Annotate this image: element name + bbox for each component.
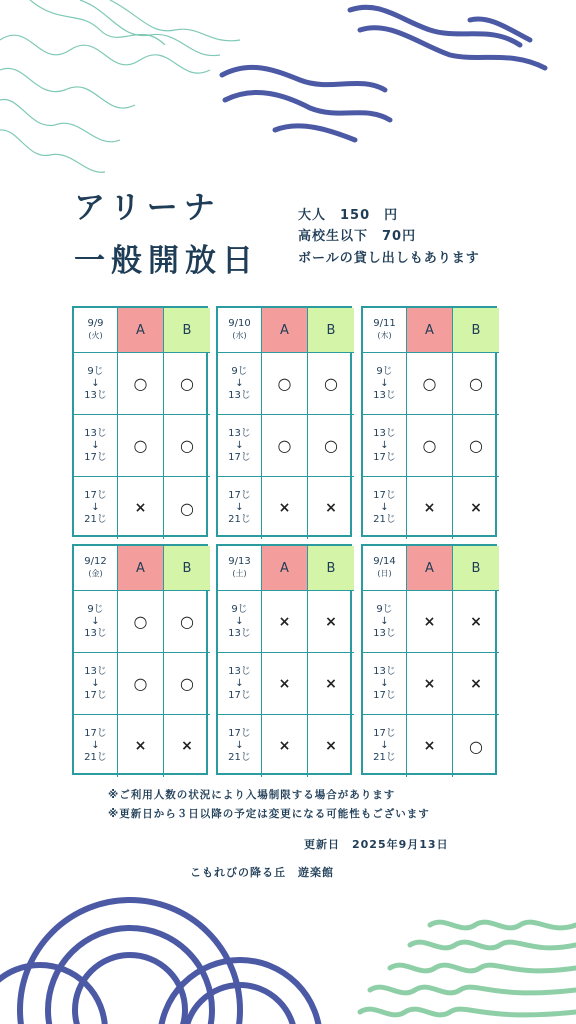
time-arrow: ↓ xyxy=(235,502,244,513)
court-b-header: B xyxy=(453,546,499,591)
time-arrow: ↓ xyxy=(380,439,389,451)
time-slot-cell xyxy=(74,415,118,477)
court-b-status xyxy=(164,591,210,653)
updated-date: 更新日 2025年9月13日 xyxy=(304,838,449,851)
court-a-header: A xyxy=(407,308,453,353)
court-b-status xyxy=(308,653,354,715)
available-mark: ○ xyxy=(180,374,194,393)
date-label: 9/13 xyxy=(228,556,251,567)
court-b-status xyxy=(308,477,354,539)
time-start: 13じ xyxy=(373,665,396,677)
time-start: 9じ xyxy=(376,365,393,377)
court-b-status xyxy=(453,715,499,777)
weekday-label: (水) xyxy=(232,331,247,340)
time-arrow: ↓ xyxy=(380,740,389,751)
court-a-status xyxy=(407,715,453,777)
court-b-status xyxy=(308,353,354,415)
available-mark: ○ xyxy=(469,374,483,393)
available-mark: ○ xyxy=(180,436,194,455)
unavailable-mark: × xyxy=(278,675,291,692)
unavailable-mark: × xyxy=(278,613,291,630)
court-a-status xyxy=(262,353,308,415)
court-b-header: B xyxy=(453,308,499,353)
unavailable-mark: × xyxy=(325,738,337,754)
time-slot-cell xyxy=(74,477,118,539)
time-slot-cell xyxy=(218,353,262,415)
court-a-header: A xyxy=(118,546,164,591)
time-arrow: ↓ xyxy=(380,502,389,513)
unavailable-mark: × xyxy=(470,675,482,692)
time-arrow: ↓ xyxy=(380,615,389,627)
available-mark: ○ xyxy=(133,374,148,393)
court-a-status xyxy=(262,653,308,715)
time-slot-cell xyxy=(218,715,262,777)
unavailable-mark: × xyxy=(423,675,436,692)
available-mark: ○ xyxy=(422,374,437,393)
date-cell xyxy=(363,546,407,591)
time-end: 21じ xyxy=(84,514,107,525)
time-slot-cell xyxy=(218,477,262,539)
time-start: 9じ xyxy=(376,603,393,615)
court-b-header: B xyxy=(164,308,210,353)
available-mark: ○ xyxy=(277,436,292,455)
unavailable-mark: × xyxy=(325,500,337,516)
time-end: 13じ xyxy=(373,389,396,401)
time-start: 9じ xyxy=(87,365,104,377)
court-a-status xyxy=(118,591,164,653)
time-slot-cell xyxy=(218,591,262,653)
court-b-status xyxy=(453,591,499,653)
price-adult: 大人 150 円 xyxy=(298,208,399,223)
date-cell xyxy=(74,308,118,353)
time-start: 9じ xyxy=(231,603,248,615)
court-a-status xyxy=(407,477,453,539)
time-slot-cell xyxy=(218,415,262,477)
date-cell xyxy=(74,546,118,591)
weekday-label: (土) xyxy=(232,569,247,578)
day-table xyxy=(361,306,497,537)
day-table xyxy=(72,544,208,775)
time-arrow: ↓ xyxy=(235,615,244,627)
time-slot-cell xyxy=(74,653,118,715)
court-a-status xyxy=(118,353,164,415)
available-mark: ○ xyxy=(180,498,194,518)
weekday-label: (火) xyxy=(88,331,103,340)
time-start: 17じ xyxy=(84,490,107,501)
time-end: 21じ xyxy=(228,514,251,525)
time-end: 17じ xyxy=(373,689,396,701)
note-schedule-change: ※更新日から３日以降の予定は変更になる可能性もございます xyxy=(108,808,430,820)
date-cell xyxy=(363,308,407,353)
court-a-status xyxy=(118,653,164,715)
weekday-label: (金) xyxy=(88,569,103,578)
venue-name: こもれびの降る丘 遊楽館 xyxy=(190,866,334,879)
date-cell xyxy=(218,546,262,591)
page-title-line1: アリーナ xyxy=(74,190,221,226)
time-arrow: ↓ xyxy=(91,502,100,513)
court-b-status xyxy=(453,653,499,715)
time-slot-cell xyxy=(363,653,407,715)
time-arrow: ↓ xyxy=(91,740,100,751)
court-a-header: A xyxy=(262,308,308,353)
unavailable-mark: × xyxy=(278,500,291,516)
available-mark: ○ xyxy=(133,612,148,631)
time-start: 17じ xyxy=(228,728,251,739)
court-a-status xyxy=(262,477,308,539)
ball-rental-note: ボールの貸し出しもあります xyxy=(298,251,480,266)
time-end: 17じ xyxy=(373,451,396,463)
court-b-status xyxy=(453,477,499,539)
time-end: 13じ xyxy=(228,627,251,639)
court-b-status xyxy=(308,715,354,777)
unavailable-mark: × xyxy=(423,738,436,754)
court-b-status xyxy=(164,353,210,415)
available-mark: ○ xyxy=(180,612,194,631)
date-label: 9/9 xyxy=(87,318,104,329)
time-arrow: ↓ xyxy=(235,740,244,751)
date-label: 9/11 xyxy=(373,318,396,329)
time-end: 21じ xyxy=(228,752,251,763)
time-end: 17じ xyxy=(84,451,107,463)
court-a-status xyxy=(118,415,164,477)
time-slot-cell xyxy=(363,415,407,477)
time-start: 17じ xyxy=(373,728,396,739)
time-end: 21じ xyxy=(373,514,396,525)
court-a-status xyxy=(118,477,164,539)
day-table xyxy=(361,544,497,775)
time-slot-cell xyxy=(363,715,407,777)
unavailable-mark: × xyxy=(181,738,193,754)
day-table xyxy=(216,544,352,775)
unavailable-mark: × xyxy=(134,500,147,516)
court-b-status xyxy=(453,415,499,477)
court-b-status xyxy=(308,415,354,477)
time-start: 13じ xyxy=(228,427,251,439)
time-end: 13じ xyxy=(228,389,251,401)
time-slot-cell xyxy=(74,353,118,415)
court-a-status xyxy=(262,415,308,477)
time-start: 17じ xyxy=(228,490,251,501)
time-end: 13じ xyxy=(373,627,396,639)
time-end: 17じ xyxy=(84,689,107,701)
time-end: 17じ xyxy=(228,451,251,463)
time-start: 17じ xyxy=(373,490,396,501)
court-a-status xyxy=(407,415,453,477)
time-end: 13じ xyxy=(84,389,107,401)
time-arrow: ↓ xyxy=(235,677,244,689)
page-title-line2: 一般開放日 xyxy=(74,243,259,279)
court-a-header: A xyxy=(118,308,164,353)
note-entry-limit: ※ご利用人数の状況により入場制限する場合があります xyxy=(108,789,396,801)
time-start: 13じ xyxy=(84,665,107,677)
time-end: 17じ xyxy=(228,689,251,701)
date-cell xyxy=(218,308,262,353)
day-table xyxy=(72,306,208,537)
available-mark: ○ xyxy=(324,436,338,455)
time-slot-cell xyxy=(363,477,407,539)
date-label: 9/10 xyxy=(228,318,251,329)
available-mark: ○ xyxy=(133,436,148,455)
available-mark: ○ xyxy=(133,674,148,693)
time-arrow: ↓ xyxy=(380,677,389,689)
court-a-header: A xyxy=(407,546,453,591)
court-b-status xyxy=(164,477,210,539)
unavailable-mark: × xyxy=(325,613,337,630)
time-arrow: ↓ xyxy=(91,615,100,627)
date-label: 9/12 xyxy=(84,556,107,567)
time-start: 17じ xyxy=(84,728,107,739)
available-mark: ○ xyxy=(469,436,483,455)
court-a-status xyxy=(407,353,453,415)
unavailable-mark: × xyxy=(278,738,291,754)
unavailable-mark: × xyxy=(423,500,436,516)
court-a-status xyxy=(262,591,308,653)
time-slot-cell xyxy=(218,653,262,715)
court-b-header: B xyxy=(308,546,354,591)
price-student: 高校生以下 70円 xyxy=(298,229,417,244)
time-arrow: ↓ xyxy=(235,439,244,451)
time-start: 9じ xyxy=(87,603,104,615)
court-a-status xyxy=(262,715,308,777)
time-arrow: ↓ xyxy=(380,377,389,389)
day-table xyxy=(216,306,352,537)
available-mark: ○ xyxy=(469,736,483,756)
court-a-status xyxy=(407,653,453,715)
time-end: 21じ xyxy=(373,752,396,763)
time-start: 9じ xyxy=(231,365,248,377)
court-a-status xyxy=(407,591,453,653)
unavailable-mark: × xyxy=(423,613,436,630)
court-a-status xyxy=(118,715,164,777)
unavailable-mark: × xyxy=(325,675,337,692)
time-end: 21じ xyxy=(84,752,107,763)
time-slot-cell xyxy=(74,715,118,777)
time-slot-cell xyxy=(363,353,407,415)
time-arrow: ↓ xyxy=(91,677,100,689)
time-arrow: ↓ xyxy=(91,377,100,389)
weekday-label: (木) xyxy=(377,331,392,340)
court-b-status xyxy=(308,591,354,653)
court-b-header: B xyxy=(308,308,354,353)
court-b-status xyxy=(164,415,210,477)
court-b-status xyxy=(164,653,210,715)
court-a-header: A xyxy=(262,546,308,591)
time-start: 13じ xyxy=(228,665,251,677)
time-start: 13じ xyxy=(373,427,396,439)
time-arrow: ↓ xyxy=(235,377,244,389)
time-end: 13じ xyxy=(84,627,107,639)
unavailable-mark: × xyxy=(134,738,147,754)
time-arrow: ↓ xyxy=(91,439,100,451)
court-b-status xyxy=(164,715,210,777)
court-b-header: B xyxy=(164,546,210,591)
time-start: 13じ xyxy=(84,427,107,439)
time-slot-cell xyxy=(74,591,118,653)
available-mark: ○ xyxy=(324,374,338,393)
available-mark: ○ xyxy=(422,436,437,455)
available-mark: ○ xyxy=(180,674,194,693)
court-b-status xyxy=(453,353,499,415)
unavailable-mark: × xyxy=(470,613,482,630)
unavailable-mark: × xyxy=(470,500,482,516)
time-slot-cell xyxy=(363,591,407,653)
date-label: 9/14 xyxy=(373,556,396,567)
weekday-label: (日) xyxy=(377,569,392,578)
available-mark: ○ xyxy=(277,374,292,393)
